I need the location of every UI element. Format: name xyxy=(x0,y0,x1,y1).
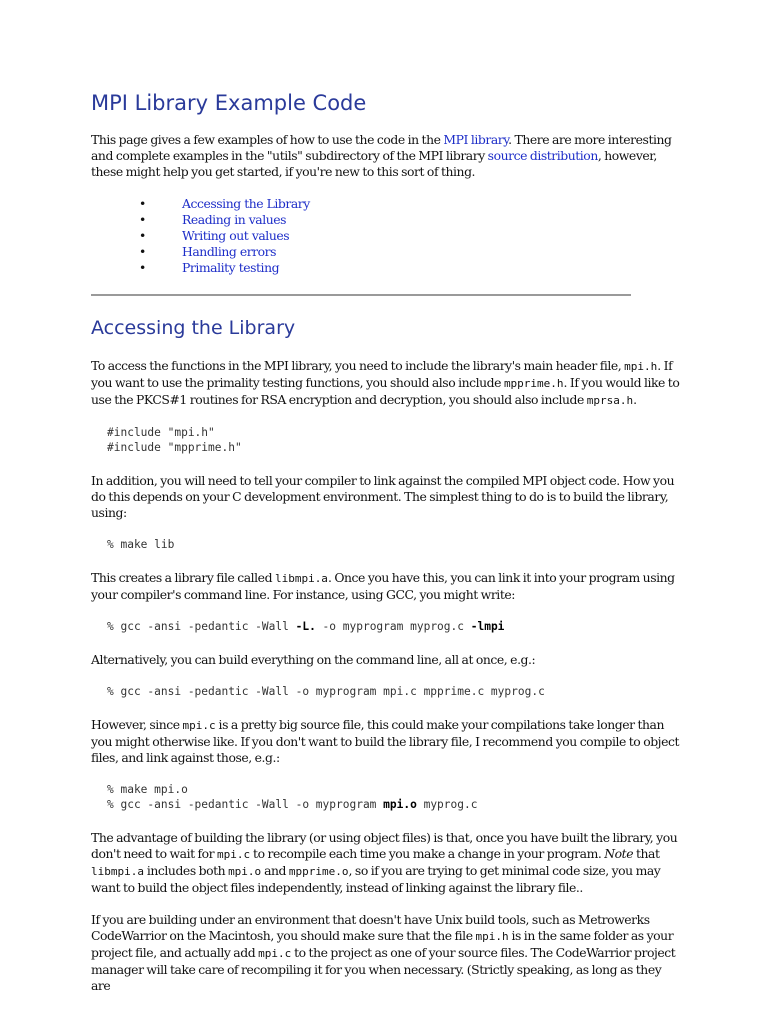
table-of-contents xyxy=(91,196,681,276)
toc-item xyxy=(91,196,681,212)
inline-code: libmpi.a xyxy=(274,572,328,585)
source-distribution-link[interactable]: source distribution xyxy=(487,148,598,163)
note-emphasis: Note xyxy=(604,846,634,861)
code-block-make-object: % make mpi.o % gcc -ansi -pedantic -Wall -o myprogram mpi.o myprog.c xyxy=(107,783,478,811)
toc-item xyxy=(91,212,681,228)
inline-code: mpi.h xyxy=(475,930,509,943)
code-block-includes: #include "mpi.h" #include "mpprime.h" xyxy=(107,426,242,454)
mpi-library-link[interactable]: MPI library xyxy=(443,132,509,147)
inline-code: mpi.c xyxy=(182,719,216,732)
inline-code: libmpi.a xyxy=(91,865,144,878)
section-heading: Accessing the Library xyxy=(91,317,296,339)
toc-item xyxy=(91,260,681,276)
toc-item xyxy=(91,244,681,260)
inline-code: mpi.o xyxy=(228,865,262,878)
paragraph-linking: In addition, you will need to tell your compiler to link against the compiled MPI object code. How you do this depends on your C development environment. The simplest thing to do is to build the library, using: xyxy=(91,473,675,520)
toc-link-reading[interactable]: Reading in values xyxy=(182,212,287,227)
paragraph-headers: To access the functions in the MPI library, you need to include the library's main header file, mpi.h. If you want to use the primality testing functions, you should also include mpprime.h. If you would like to use the PKCS#1 routines for RSA encryption and decryption, you should also include mprsa.h. xyxy=(91,358,680,407)
code-block-gcc-all: % gcc -ansi -pedantic -Wall -o myprogram mpi.c mpprime.c myprog.c xyxy=(107,685,545,698)
section-divider xyxy=(91,294,631,296)
inline-code: mprsa.h xyxy=(586,394,634,407)
inline-code: mpprime.h xyxy=(503,377,564,390)
inline-code: mpi.h xyxy=(624,360,658,373)
paragraph-library-file: This creates a library file called libmpi.a. Once you have this, you can link it into your program using your compiler's command line. For instance, using GCC, you might write: xyxy=(91,570,675,602)
code-block-make-lib: % make lib xyxy=(107,538,175,551)
paragraph-alternative: Alternatively, you can build everything on the command line, all at once, e.g.: xyxy=(91,652,536,667)
paragraph-advantage: The advantage of building the library (or using object files) is that, once you have built the library, you don't need to wait for mpi.c to recompile each time you make a change in your program. Note that libmpi.a includes both mpi.o and mpprime.o, so if you are trying to get minimal code size, you may want to build the object files independently, instead of linking against the library file.. xyxy=(91,830,678,895)
paragraph-codewarrior: If you are building under an environment that doesn't have Unix build tools, such as Metrowerks CodeWarrior on the Macintosh, you should make sure that the file mpi.h is in the same folder as your project file, and actually add mpi.c to the project as one of your source files. The CodeWarrior project manager will take care of recompiling it for you when necessary. (Strictly speaking, as long as they are xyxy=(91,912,676,993)
inline-code: mpi.c xyxy=(258,947,292,960)
inline-code: mpi.c xyxy=(217,848,251,861)
toc-link-writing[interactable]: Writing out values xyxy=(182,228,290,243)
toc-link-accessing[interactable]: Accessing the Library xyxy=(182,196,310,211)
toc-item xyxy=(91,228,681,244)
code-block-gcc-link: % gcc -ansi -pedantic -Wall -L. -o myprogram myprog.c -lmpi xyxy=(107,620,505,633)
intro-paragraph: This page gives a few examples of how to use the code in the MPI library. There are more interesting and complete examples in the "utils" subdirectory of the MPI library source distribution, however, these might help you get started, if you're new to this sort of thing. xyxy=(91,132,672,179)
page-title: MPI Library Example Code xyxy=(91,91,367,115)
inline-code: mpprime.o xyxy=(288,865,349,878)
document-page xyxy=(91,88,681,1010)
toc-link-errors[interactable]: Handling errors xyxy=(182,244,277,259)
paragraph-object-files: However, since mpi.c is a pretty big source file, this could make your compilations take longer than you might otherwise like. If you don't want to build the library file, I recommend you compile to object files, and link against those, e.g.: xyxy=(91,717,679,765)
toc-link-primality[interactable]: Primality testing xyxy=(182,260,280,275)
